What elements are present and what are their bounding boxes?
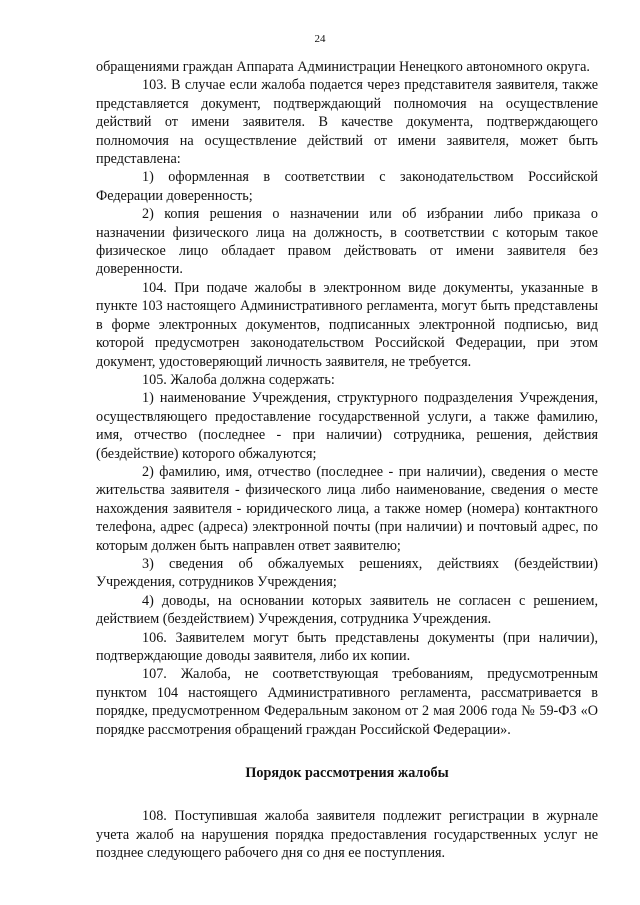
paragraph-105-item-2: 2) фамилию, имя, отчество (последнее - при наличии), сведения о месте жительства заявителя - физического лица либо наименование, сведения о месте нахождения заявителя - юридического лица, а также номер (номера) контактного телефона, адрес (адреса) электронной почты (при наличии) и почтовый адрес, по которым должен быть направлен ответ заявителю; (96, 463, 598, 554)
paragraph-104: 104. При подаче жалобы в электронном виде документы, указанные в пункте 103 настоящего Административного регламента, могут быть представлены в форме электронных документов, подписанных электронной подписью, вид которой предусмотрен законодательством Российской Федерации, при этом документ, удостоверяющий личность заявителя, не требуется. (96, 279, 598, 370)
paragraph-105-item-3: 3) сведения об обжалуемых решениях, действиях (бездействии) Учреждения, сотрудников Учреждения; (96, 555, 598, 591)
paragraph-continuation: обращениями граждан Аппарата Администрации Ненецкого автономного округа. (96, 59, 590, 75)
paragraph-105: 105. Жалоба должна содержать: (142, 371, 335, 388)
paragraph-107: 107. Жалоба, не соответствующая требованиям, предусмотренным пунктом 104 настоящего Административного регламента, рассматривается в порядке, предусмотренном Федеральным законом от 2 мая 2006 года № 59-ФЗ «О порядке рассмотрения обращений граждан Российской Федерации». (96, 666, 598, 738)
paragraph-108: 108. Поступившая жалоба заявителя подлежит регистрации в журнале учета жалоб на нарушения порядка предоставления государственных услуг не позднее следующего рабочего дня со дня ее поступления. (96, 808, 598, 862)
paragraph-103-item-1: 1) оформленная в соответствии с законодательством Российской Федерации доверенность; (96, 169, 598, 204)
paragraph-105-item-1: 1) наименование Учреждения, структурного подразделения Учреждения, осуществляющего предоставление государственной услуги, а также фамилию, имя, отчество (последнее - при наличии) сотрудника, решения, действия (бездействие) которого обжалуются; (96, 390, 598, 462)
section-title: Порядок рассмотрения жалобы (245, 765, 449, 782)
paragraph-103: 103. В случае если жалоба подается через представителя заявителя, также представляется документ, подтверждающий полномочия на осуществление действий от имени заявителя. В качестве документа, подтверждающего полномочия на осуществление действий от имени заявителя, может быть представлена: (96, 77, 598, 168)
paragraph-103-item-2: 2) копия решения о назначении или об избрании либо приказа о назначении физического лица на должность, в соответствии с которым такое физическое лицо обладает правом действовать от имени заявителя без доверенности. (96, 206, 598, 278)
page-number: 24 (314, 33, 326, 45)
document-body (96, 58, 598, 863)
paragraph-105-item-4: 4) доводы, на основании которых заявитель не согласен с решением, действием (бездействием) Учреждения, сотрудника Учреждения. (96, 592, 598, 628)
paragraph-106: 106. Заявителем могут быть представлены документы (при наличии), подтверждающие доводы заявителя, либо их копии. (96, 629, 598, 664)
